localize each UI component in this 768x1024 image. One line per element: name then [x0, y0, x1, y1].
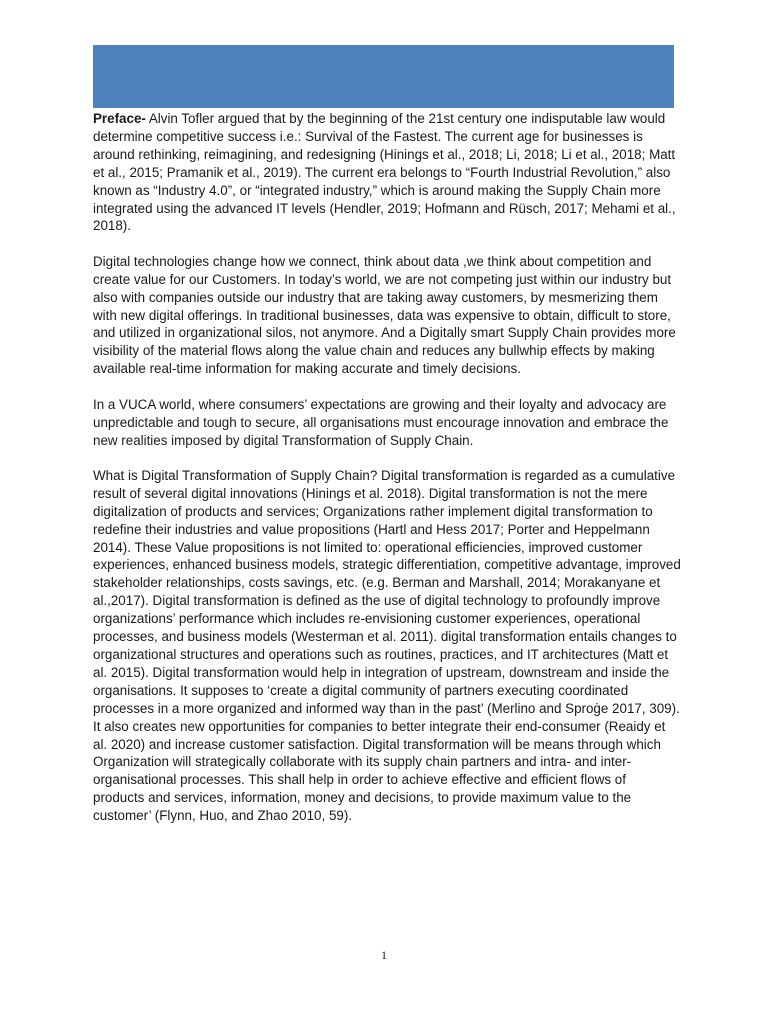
digital-technologies-paragraph: Digital technologies change how we connect, think about data ,we think about competition and create value for our Customers. In today’s world, we are not competing just within our industry but also with companies outside our industry that are taking away customers, by mesmerizing them with new digital offerings. In traditional businesses, data was expensive to obtain, difficult to store, and utilized in organizational silos, not anymore. And a Digitally smart Supply Chain provides more visibility of the material flows along the value chain and reduces any bullwhip effects by making available real-time information for making accurate and timely decisions. — [93, 253, 676, 377]
preface-paragraph — [93, 110, 681, 235]
header-banner — [93, 45, 674, 108]
digital-transformation-paragraph: What is Digital Transformation of Supply Chain? Digital transformation is regarded as a cumulative result of several digital innovations (Hinings et al. 2018). Digital transformation is not the mere digitalization of products and services; Organizations rather implement digital transformation to redefine their industries and value propositions (Hartl and Hess 2017; Porter and Heppelmann 2014). These Value propositions is not limited to: operational efficiencies, improved customer experiences, enhanced business models, strategic differentiation, competitive advantage, improved stakeholder relationships, costs savings, etc. (e.g. Berman and Marshall, 2014; Morakanyane et al.,2017). Digital transformation is defined as the use of digital technology to profoundly improve organizations’ performance which includes re-envisioning customer experiences, operational processes, and business models (Westerman et al. 2011). digital transformation entails changes to organizational structures and operations such as routines, practices, and IT architectures (Matt et al. 2015). Digital transformation would help in integration of upstream, downstream and inside the organisations. It supposes to ‘create a digital community of partners executing coordinated processes in a more organized and informed way than in the past’ (Merlino and Sproġe 2017, 309). It also creates new opportunities for companies to better integrate their end-consumer (Reaidy et al. 2020) and increase customer satisfaction. Digital transformation will be means through which Organization will strategically collaborate with its supply chain partners and intra- and inter-organisational processes. This shall help in order to achieve effective and efficient flows of products and services, information, money and decisions, to provide maximum value to the customer’ (Flynn, Huo, and Zhao 2010, 59). — [93, 467, 681, 824]
preface-label: Preface- — [93, 111, 146, 126]
vuca-paragraph: In a VUCA world, where consumers’ expectations are growing and their loyalty and advocacy are unpredictable and tough to secure, all organisations must encourage innovation and embrace the new realities imposed by digital Transformation of Supply Chain. — [93, 396, 669, 448]
preface-text: Alvin Tofler argued that by the beginning of the 21st century one indisputable law would determine competitive success i.e.: Survival of the Fastest. The current age for businesses is around rethinking, reimagining, and redesigning (Hinings et al., 2018; Li, 2018; Li et al., 2018; Matt et al., 2015; Pramanik et al., 2019). The current era belongs to “Fourth Industrial Revolution,” also known as “Industry 4.0”, or “integrated industry,” which is around making the Supply Chain more integrated using the advanced IT levels (Hendler, 2019; Hofmann and Rüsch, 2017; Mehami et al., 2018). — [93, 111, 676, 234]
page-number: 1 — [381, 948, 387, 962]
document-body — [93, 110, 681, 843]
